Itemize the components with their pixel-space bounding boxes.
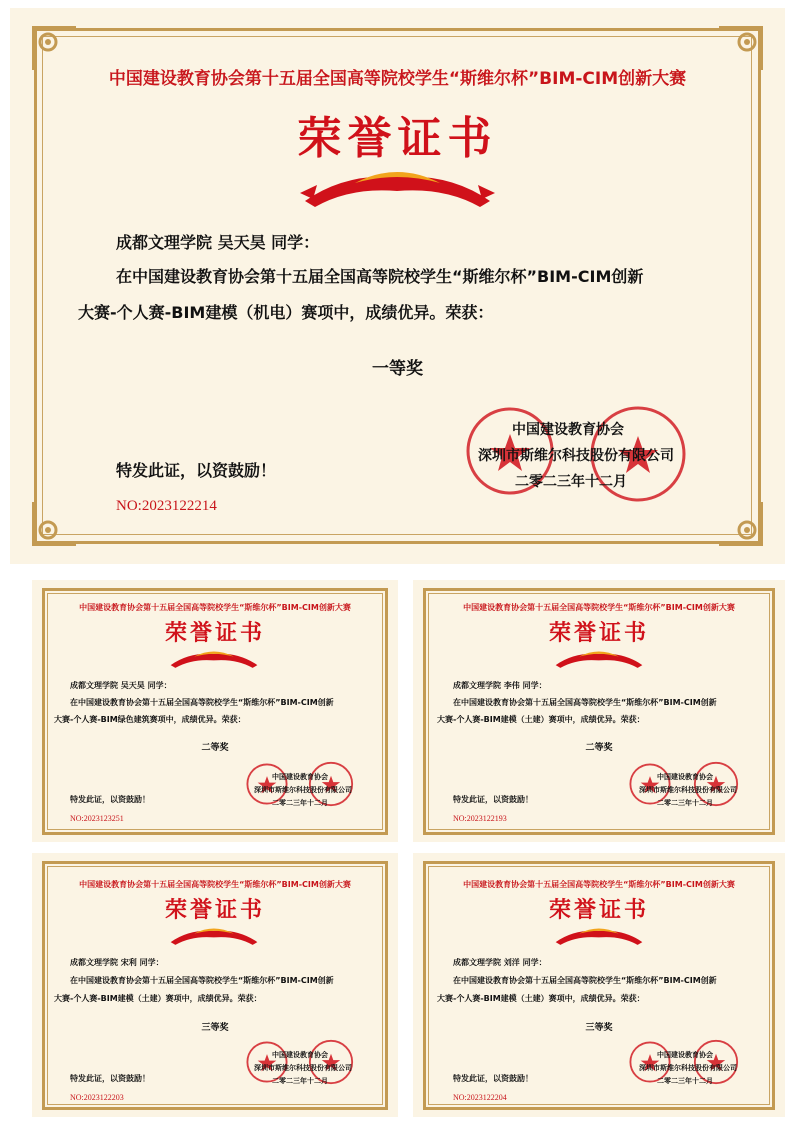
issuer-company: 深圳市斯维尔科技股份有限公司 [254,786,352,794]
issue-date: 二零二三年十二月 [515,474,627,490]
award-level: 二等奖 [585,743,613,753]
closing-line: 特发此证，以资鼓励！ [453,1074,533,1083]
closing-line: 特发此证，以资鼓励！ [116,461,277,480]
body-line-2: 大赛-个人赛-BIM绿色建筑赛项中，成绩优异。荣获： [54,715,246,724]
certificate-number: NO:2023122193 [453,814,507,823]
body-line-2: 大赛-个人赛-BIM建模（机电）赛项中，成绩优异。荣获： [78,303,494,322]
certificate-second-prize-1 [32,580,398,842]
issue-date: 二零二三年十二月 [657,1077,713,1085]
certificate-title: 荣誉证书 [164,897,265,923]
issuer-company: 深圳市斯维尔科技股份有限公司 [639,786,737,794]
certificate-number: NO:2023122204 [453,1093,507,1102]
certificate-third-prize-2 [413,853,785,1117]
recipient-line: 成都文理学院 宋利 同学： [70,958,164,967]
issuer-company: 深圳市斯维尔科技股份有限公司 [478,448,674,464]
certificate-second-prize-2 [413,580,785,842]
issuer-association: 中国建设教育协会 [657,773,713,781]
closing-line: 特发此证，以资鼓励！ [453,795,533,804]
issuer-association: 中国建设教育协会 [272,1051,328,1059]
award-level: 二等奖 [201,743,229,753]
ribbon-ornament-icon [166,924,262,948]
issuer-association: 中国建设教育协会 [272,773,328,781]
award-level: 三等奖 [201,1023,229,1033]
award-level: 三等奖 [585,1023,613,1033]
recipient-line: 成都文理学院 刘洋 同学： [453,958,547,967]
closing-line: 特发此证，以资鼓励！ [70,795,150,804]
ribbon-ornament-icon [166,647,262,671]
corner-ornament-icon [717,500,763,546]
certificate-third-prize-1 [32,853,398,1117]
certificate-number: NO:2023122203 [70,1093,124,1102]
issuer-association: 中国建设教育协会 [657,1051,713,1059]
issue-date: 二零二三年十二月 [272,799,328,807]
closing-line: 特发此证，以资鼓励！ [70,1074,150,1083]
body-line-2: 大赛-个人赛-BIM建模（土建）赛项中，成绩优异。荣获： [437,994,645,1003]
issuer-association: 中国建设教育协会 [512,422,624,438]
body-line-1: 在中国建设教育协会第十五届全国高等院校学生“斯维尔杯”BIM-CIM创新 [453,698,717,707]
body-line-1: 在中国建设教育协会第十五届全国高等院校学生“斯维尔杯”BIM-CIM创新 [116,267,644,286]
ribbon-ornament-icon [551,647,647,671]
award-level: 一等奖 [372,359,423,379]
certificate-title: 荣誉证书 [548,897,649,923]
recipient-line: 成都文理学院 吴天昊 同学： [70,681,172,690]
competition-title: 中国建设教育协会第十五届全国高等院校学生“斯维尔杯”BIM-CIM创新大赛 [463,880,735,889]
competition-title: 中国建设教育协会第十五届全国高等院校学生“斯维尔杯”BIM-CIM创新大赛 [463,603,735,612]
body-line-2: 大赛-个人赛-BIM建模（土建）赛项中，成绩优异。荣获： [54,994,262,1003]
competition-title: 中国建设教育协会第十五届全国高等院校学生“斯维尔杯”BIM-CIM创新大赛 [108,69,687,89]
certificate-first-prize [10,8,785,564]
body-line-1: 在中国建设教育协会第十五届全国高等院校学生“斯维尔杯”BIM-CIM创新 [70,698,334,707]
recipient-line: 成都文理学院 李伟 同学： [453,681,547,690]
issuer-company: 深圳市斯维尔科技股份有限公司 [639,1064,737,1072]
issue-date: 二零二三年十二月 [272,1077,328,1085]
competition-title: 中国建设教育协会第十五届全国高等院校学生“斯维尔杯”BIM-CIM创新大赛 [79,603,351,612]
ribbon-ornament-icon [295,163,500,213]
body-line-1: 在中国建设教育协会第十五届全国高等院校学生“斯维尔杯”BIM-CIM创新 [453,976,717,985]
certificate-title: 荣誉证书 [297,113,498,164]
issuer-company: 深圳市斯维尔科技股份有限公司 [254,1064,352,1072]
issue-date: 二零二三年十二月 [657,799,713,807]
ribbon-ornament-icon [551,924,647,948]
body-line-1: 在中国建设教育协会第十五届全国高等院校学生“斯维尔杯”BIM-CIM创新 [70,976,334,985]
certificate-title: 荣誉证书 [548,620,649,646]
certificate-number: NO:2023122214 [116,498,217,514]
recipient-line: 成都文理学院 吴天昊 同学： [116,233,320,252]
body-line-2: 大赛-个人赛-BIM建模（土建）赛项中，成绩优异。荣获： [437,715,645,724]
certificate-number: NO:2023123251 [70,814,124,823]
competition-title: 中国建设教育协会第十五届全国高等院校学生“斯维尔杯”BIM-CIM创新大赛 [79,880,351,889]
corner-ornament-icon [32,500,78,546]
certificate-title: 荣誉证书 [164,620,265,646]
